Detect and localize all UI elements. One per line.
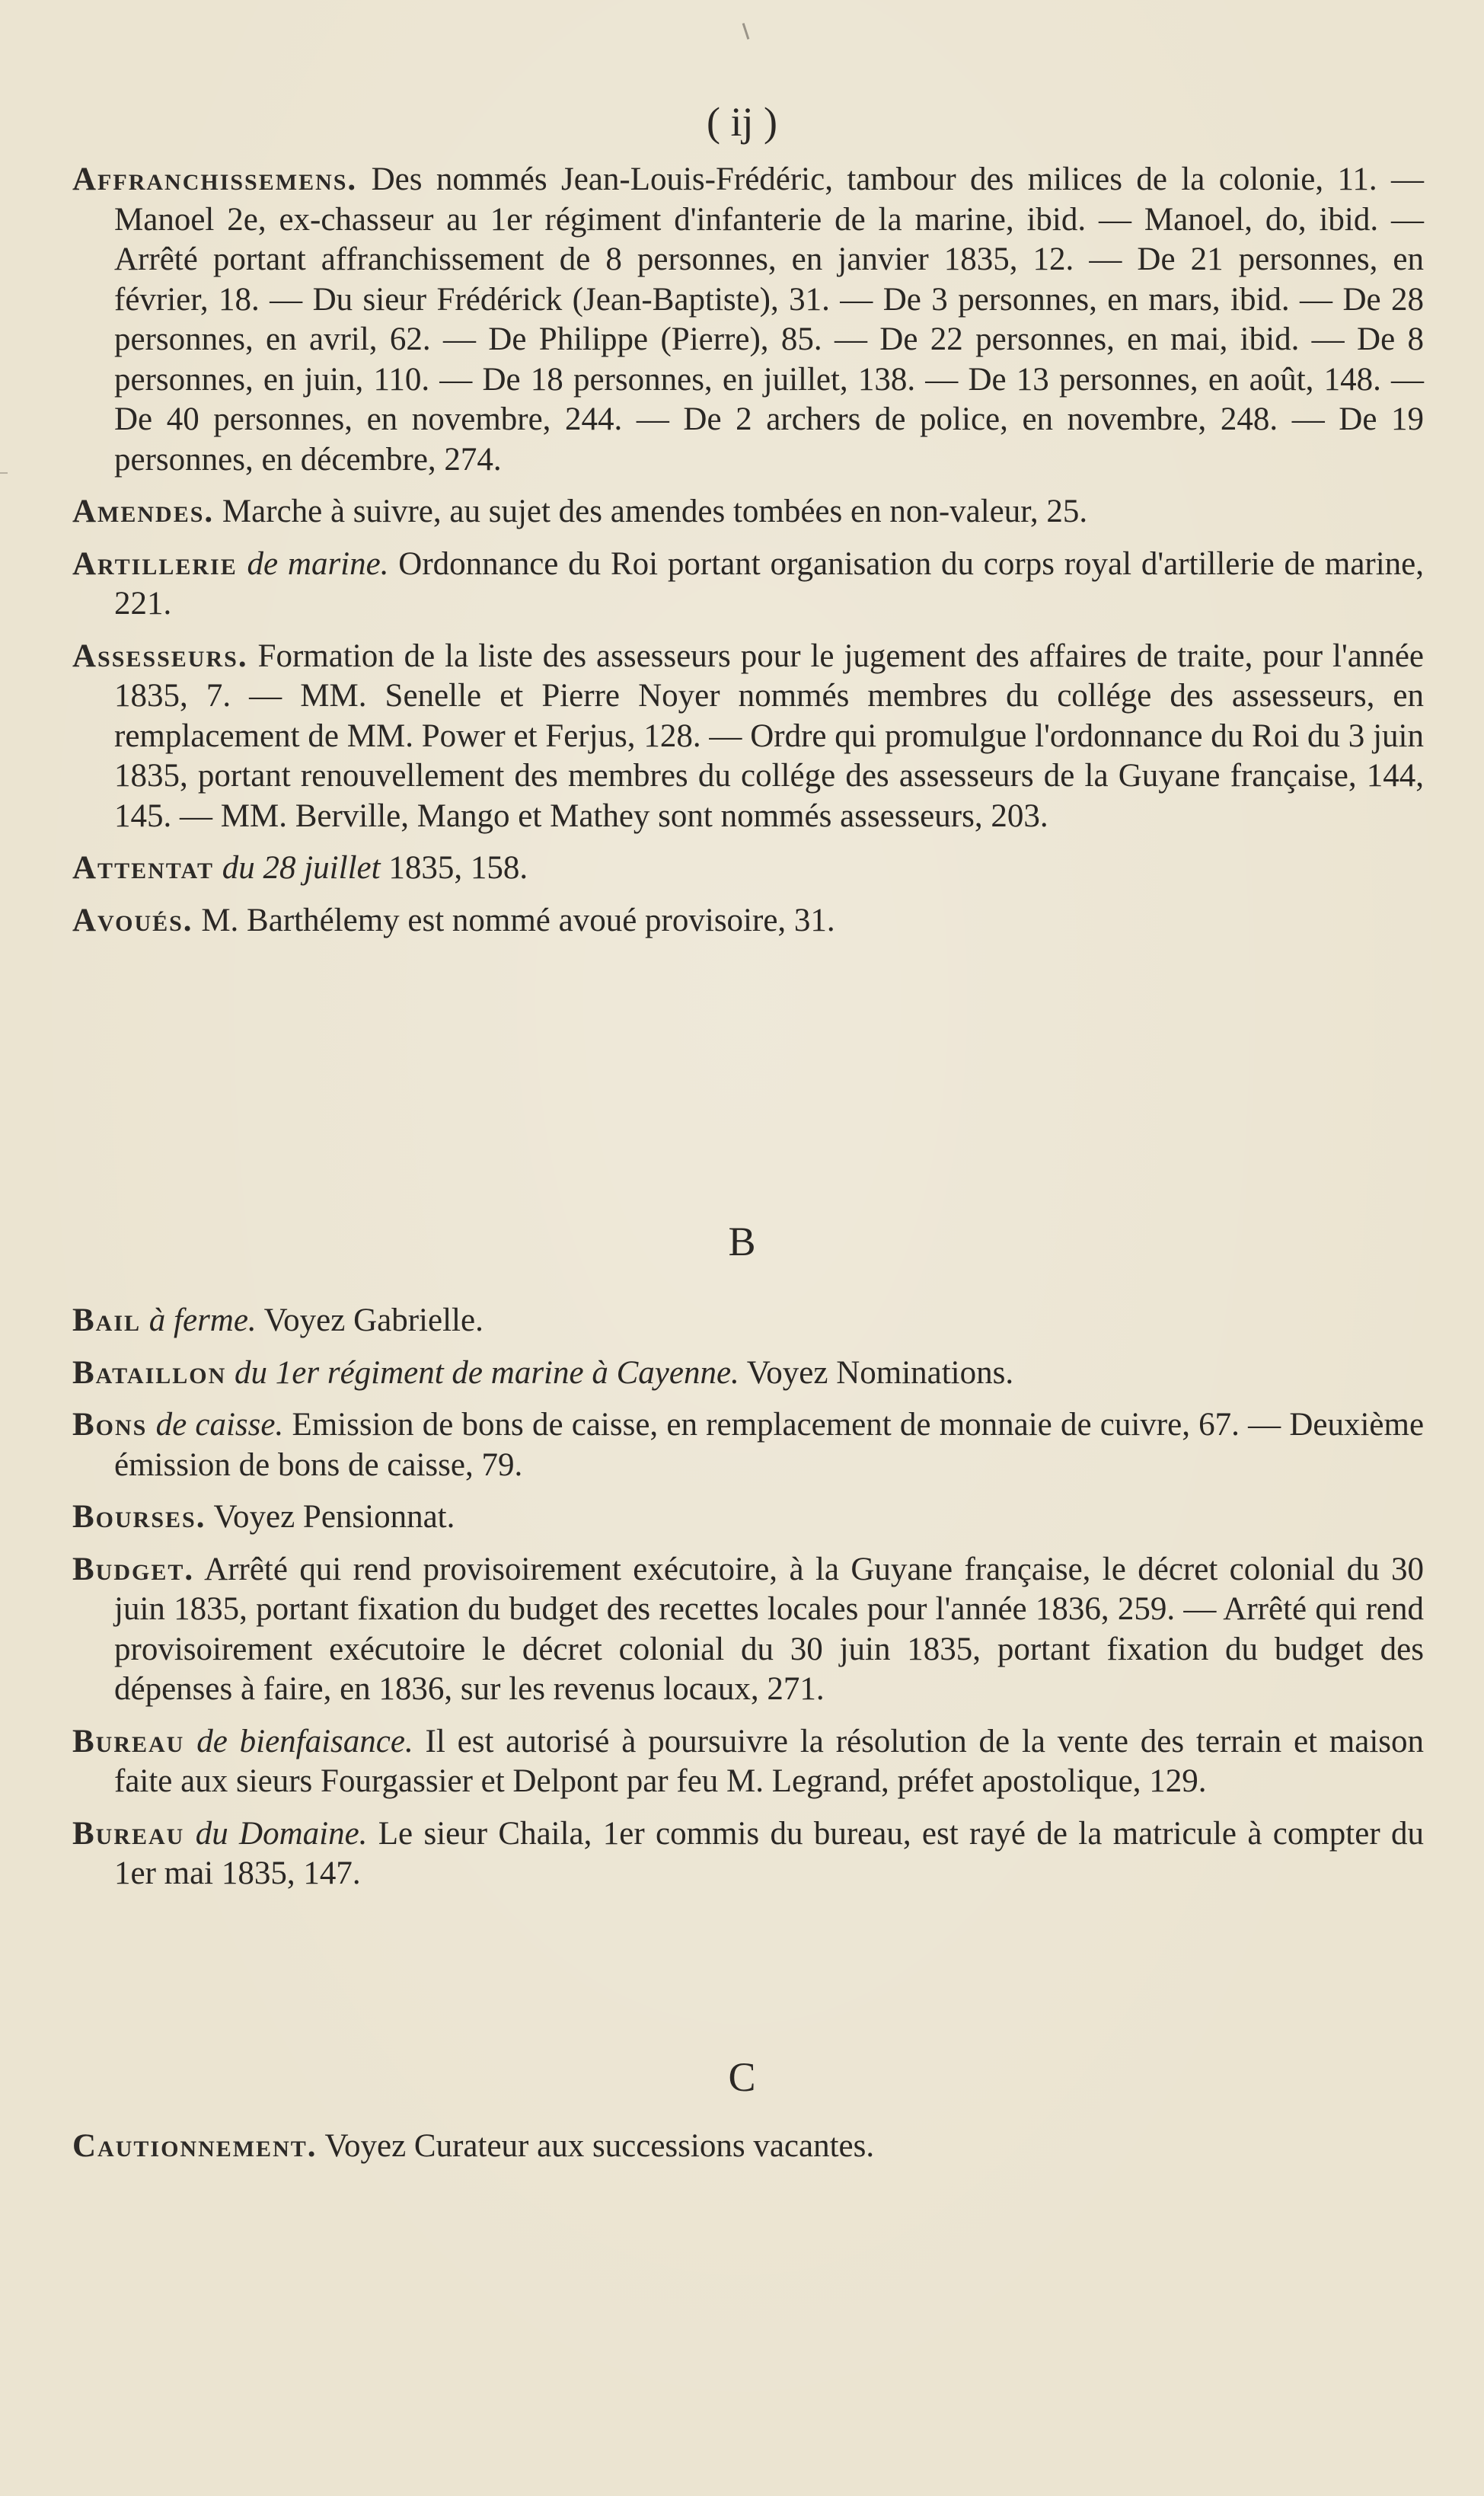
index-entry	[72, 1550, 1424, 1710]
entry-heading: Budget.	[72, 1551, 195, 1587]
section-a-entries	[72, 160, 1424, 941]
entry-heading: Bourses.	[72, 1499, 206, 1535]
entry-text: Emission de bons de caisse, en remplacement de monnaie de cuivre, 67. — Deuxième émission de bons de caisse, 79.	[114, 1407, 1425, 1483]
index-entry	[72, 2127, 1424, 2167]
entry-text: Marche à suivre, au sujet des amendes tombées en non-valeur, 25.	[222, 494, 1088, 529]
entry-qualifier: de bienfaisance.	[196, 1723, 413, 1759]
ink-speck	[742, 23, 750, 40]
entry-heading: Cautionnement.	[72, 2128, 318, 2164]
entry-heading: Bureau	[72, 1815, 185, 1852]
entry-qualifier: de caisse.	[155, 1407, 284, 1443]
entry-heading: Attentat	[72, 850, 214, 886]
entry-heading: Affranchissemens.	[72, 161, 358, 197]
index-entry	[72, 492, 1424, 532]
entry-heading: Bons	[72, 1407, 148, 1443]
index-entry	[72, 901, 1424, 941]
index-entry	[72, 1497, 1424, 1538]
entry-text: Arrêté qui rend provisoirement exécutoire, à la Guyane française, le décret colonial du 30 juin 1835, portant fixation du budget des recettes locales pour l'année 1836, 259. — Arrêté qui rend provisoirement exécutoire le décret colonial du 30 juin 1835, portant fixation du budget des dépenses à faire, en 1836, sur les revenus locaux, 271.	[114, 1551, 1424, 1707]
entry-qualifier: du Domaine.	[195, 1815, 368, 1852]
entry-qualifier: de marine.	[247, 545, 389, 582]
edge-mark	[0, 472, 8, 474]
index-entry	[72, 1814, 1424, 1894]
index-entry	[72, 1722, 1424, 1802]
index-entry	[72, 1353, 1424, 1394]
entry-heading: Amendes.	[72, 494, 215, 529]
entry-heading: Bureau	[72, 1723, 185, 1759]
entry-heading: Bail	[72, 1302, 142, 1338]
entry-text: M. Barthélemy est nommé avoué provisoire, 31.	[201, 902, 835, 938]
entry-text: Voyez Nominations.	[746, 1354, 1014, 1391]
entry-heading: Bataillon	[72, 1354, 227, 1391]
entry-qualifier: du 28 juillet	[222, 850, 381, 886]
entry-qualifier: du 1er régiment de marine à Cayenne.	[235, 1354, 739, 1391]
index-entry	[72, 1405, 1424, 1485]
entry-text: Formation de la liste des assesseurs pour le jugement des affaires de traite, pour l'année 1835, 7. — MM. Senelle et Pierre Noyer nommés membres du collége des assesseurs, en remplacement de MM. Power et Ferjus, 128. — Ordre qui promulgue l'ordonnance du Roi du 3 juin 1835, portant renouvellement des membres du collége des assesseurs de la Guyane française, 144, 145. — MM. Berville, Mango et Mathey sont nommés assesseurs, 203.	[114, 638, 1424, 834]
index-entry	[72, 1301, 1424, 1341]
page-number: ( ij )	[707, 99, 777, 145]
entry-text: Des nommés Jean-Louis-Frédéric, tambour des milices de la colonie, 11. — Manoel 2e, ex-chasseur au 1er régiment d'infanterie de la marine, ibid. — Manoel, do, ibid. — Arrêté portant affranchissement de 8 personnes, en janvier 1835, 12. — De 21 personnes, en février, 18. — Du sieur Frédérick (Jean-Baptiste), 31. — De 3 personnes, en mars, ibid. — De 28 personnes, en avril, 62. — De Philippe (Pierre), 85. — De 22 personnes, en mai, ibid. — De 8 personnes, en juin, 110. — De 18 personnes, en juillet, 138. — De 13 personnes, en août, 148. — De 40 personnes, en novembre, 244. — De 2 archers de police, en novembre, 248. — De 19 personnes, en décembre, 274.	[114, 161, 1425, 478]
entry-heading: Artillerie	[72, 545, 238, 582]
entry-text: Voyez Pensionnat.	[213, 1499, 455, 1535]
section-c-entries	[72, 2127, 1424, 2167]
section-b-entries	[72, 1301, 1424, 1894]
section-letter-b: B	[728, 1219, 756, 1264]
index-entry	[72, 160, 1424, 480]
entry-text: Voyez Gabrielle.	[263, 1302, 483, 1338]
entry-text: 1835, 158.	[388, 850, 528, 886]
entry-text: Ordonnance du Roi portant organisation du corps royal d'artillerie de marine, 221.	[114, 545, 1425, 622]
entry-heading: Avoués.	[72, 902, 193, 938]
entry-text: Le sieur Chaila, 1er commis du bureau, est rayé de la matricule à compter du 1er mai 1835, 147.	[114, 1815, 1424, 1891]
entry-qualifier: à ferme.	[148, 1302, 257, 1338]
entry-text: Voyez Curateur aux successions vacantes.	[324, 2128, 875, 2164]
index-entry	[72, 849, 1424, 889]
index-entry	[72, 637, 1424, 837]
entry-text: Il est autorisé à poursuivre la résolution de la vente des terrain et maison faite aux sieurs Fourgassier et Delpont par feu M. Legrand, préfet apostolique, 129.	[114, 1723, 1425, 1799]
entry-heading: Assesseurs.	[72, 638, 248, 674]
index-entry	[72, 545, 1424, 625]
section-letter-c: C	[728, 2054, 756, 2100]
